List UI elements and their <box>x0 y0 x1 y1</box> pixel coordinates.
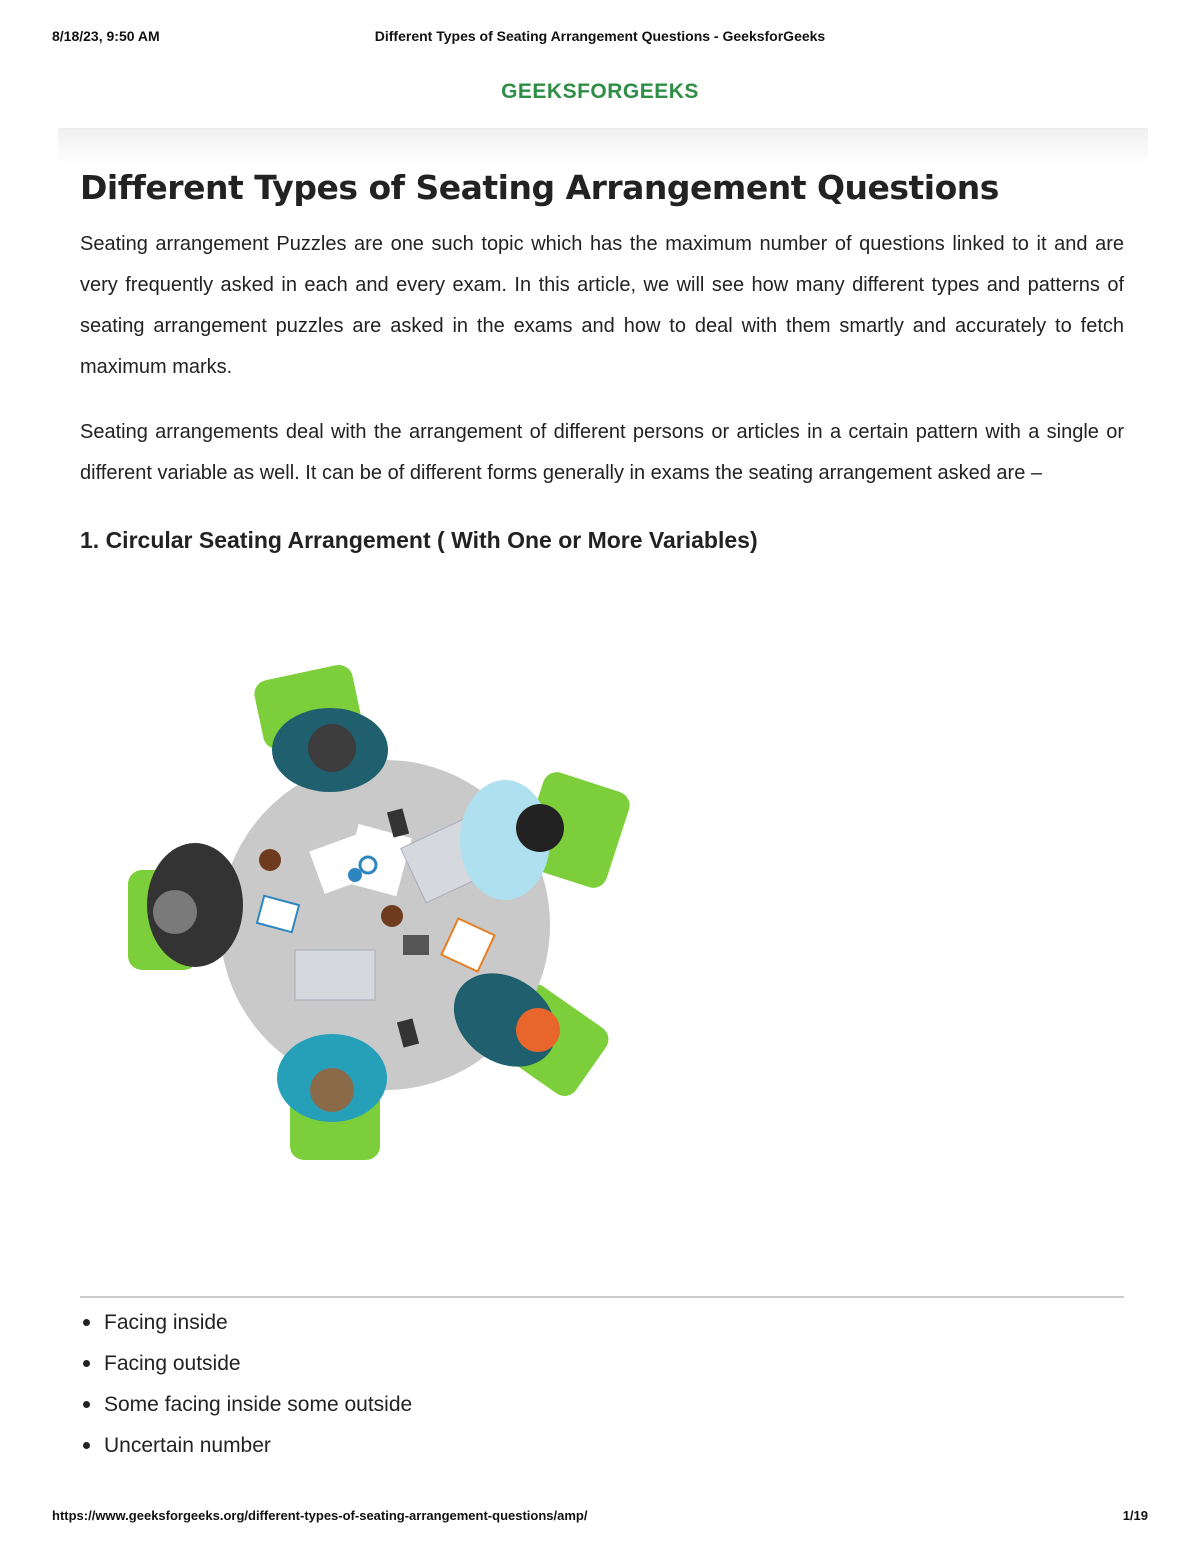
list-item <box>80 1384 412 1425</box>
article-body <box>80 166 1124 556</box>
print-date: 8/18/23, 9:50 AM <box>52 28 160 44</box>
round-table-meeting-illustration <box>120 660 630 1170</box>
print-header <box>52 28 1148 48</box>
print-url-link[interactable]: https://www.geeksforgeeks.org/different-types-of-seating-arrangement-questions/amp/ <box>52 1508 588 1523</box>
list-item <box>80 1343 412 1384</box>
bullet-icon <box>83 1401 90 1408</box>
section-divider <box>80 1296 1124 1298</box>
section-heading-circular: 1. Circular Seating Arrangement ( With One or More Variables) <box>80 527 758 553</box>
list-item-text: Some facing inside some outside <box>104 1393 413 1416</box>
list-item <box>80 1302 412 1343</box>
illustration-svg <box>120 660 630 1170</box>
print-footer <box>52 1508 1148 1528</box>
bullet-icon <box>83 1360 90 1367</box>
list-item-text: Facing outside <box>104 1352 241 1375</box>
site-brand-link[interactable]: GEEKSFORGEEKS <box>501 80 699 103</box>
bullet-icon <box>83 1319 90 1326</box>
bullet-icon <box>83 1442 90 1449</box>
page-number: 1/19 <box>1122 1508 1148 1523</box>
list-item <box>80 1425 412 1466</box>
list-item-text: Uncertain number <box>104 1434 271 1457</box>
header-shadow-divider <box>58 128 1148 165</box>
intro-paragraph: Seating arrangement Puzzles are one such topic which has the maximum number of questions linked to it and are very frequently asked in each and every exam. In this article, we will see how many different types and patterns of seating arrangement puzzles are asked in the exams and how to deal with them smartly and accurately to fetch maximum marks. <box>80 233 1124 378</box>
article-title: Different Types of Seating Arrangement Questions <box>80 168 999 207</box>
arrangement-types-list <box>80 1302 412 1466</box>
definition-paragraph: Seating arrangements deal with the arrangement of different persons or articles in a certain pattern with a single or different variable as well. It can be of different forms generally in exams the seating arrangement asked are – <box>80 421 1124 484</box>
list-item-text: Facing inside <box>104 1311 228 1334</box>
print-doc-title: Different Types of Seating Arrangement Questions - GeeksforGeeks <box>374 28 826 44</box>
